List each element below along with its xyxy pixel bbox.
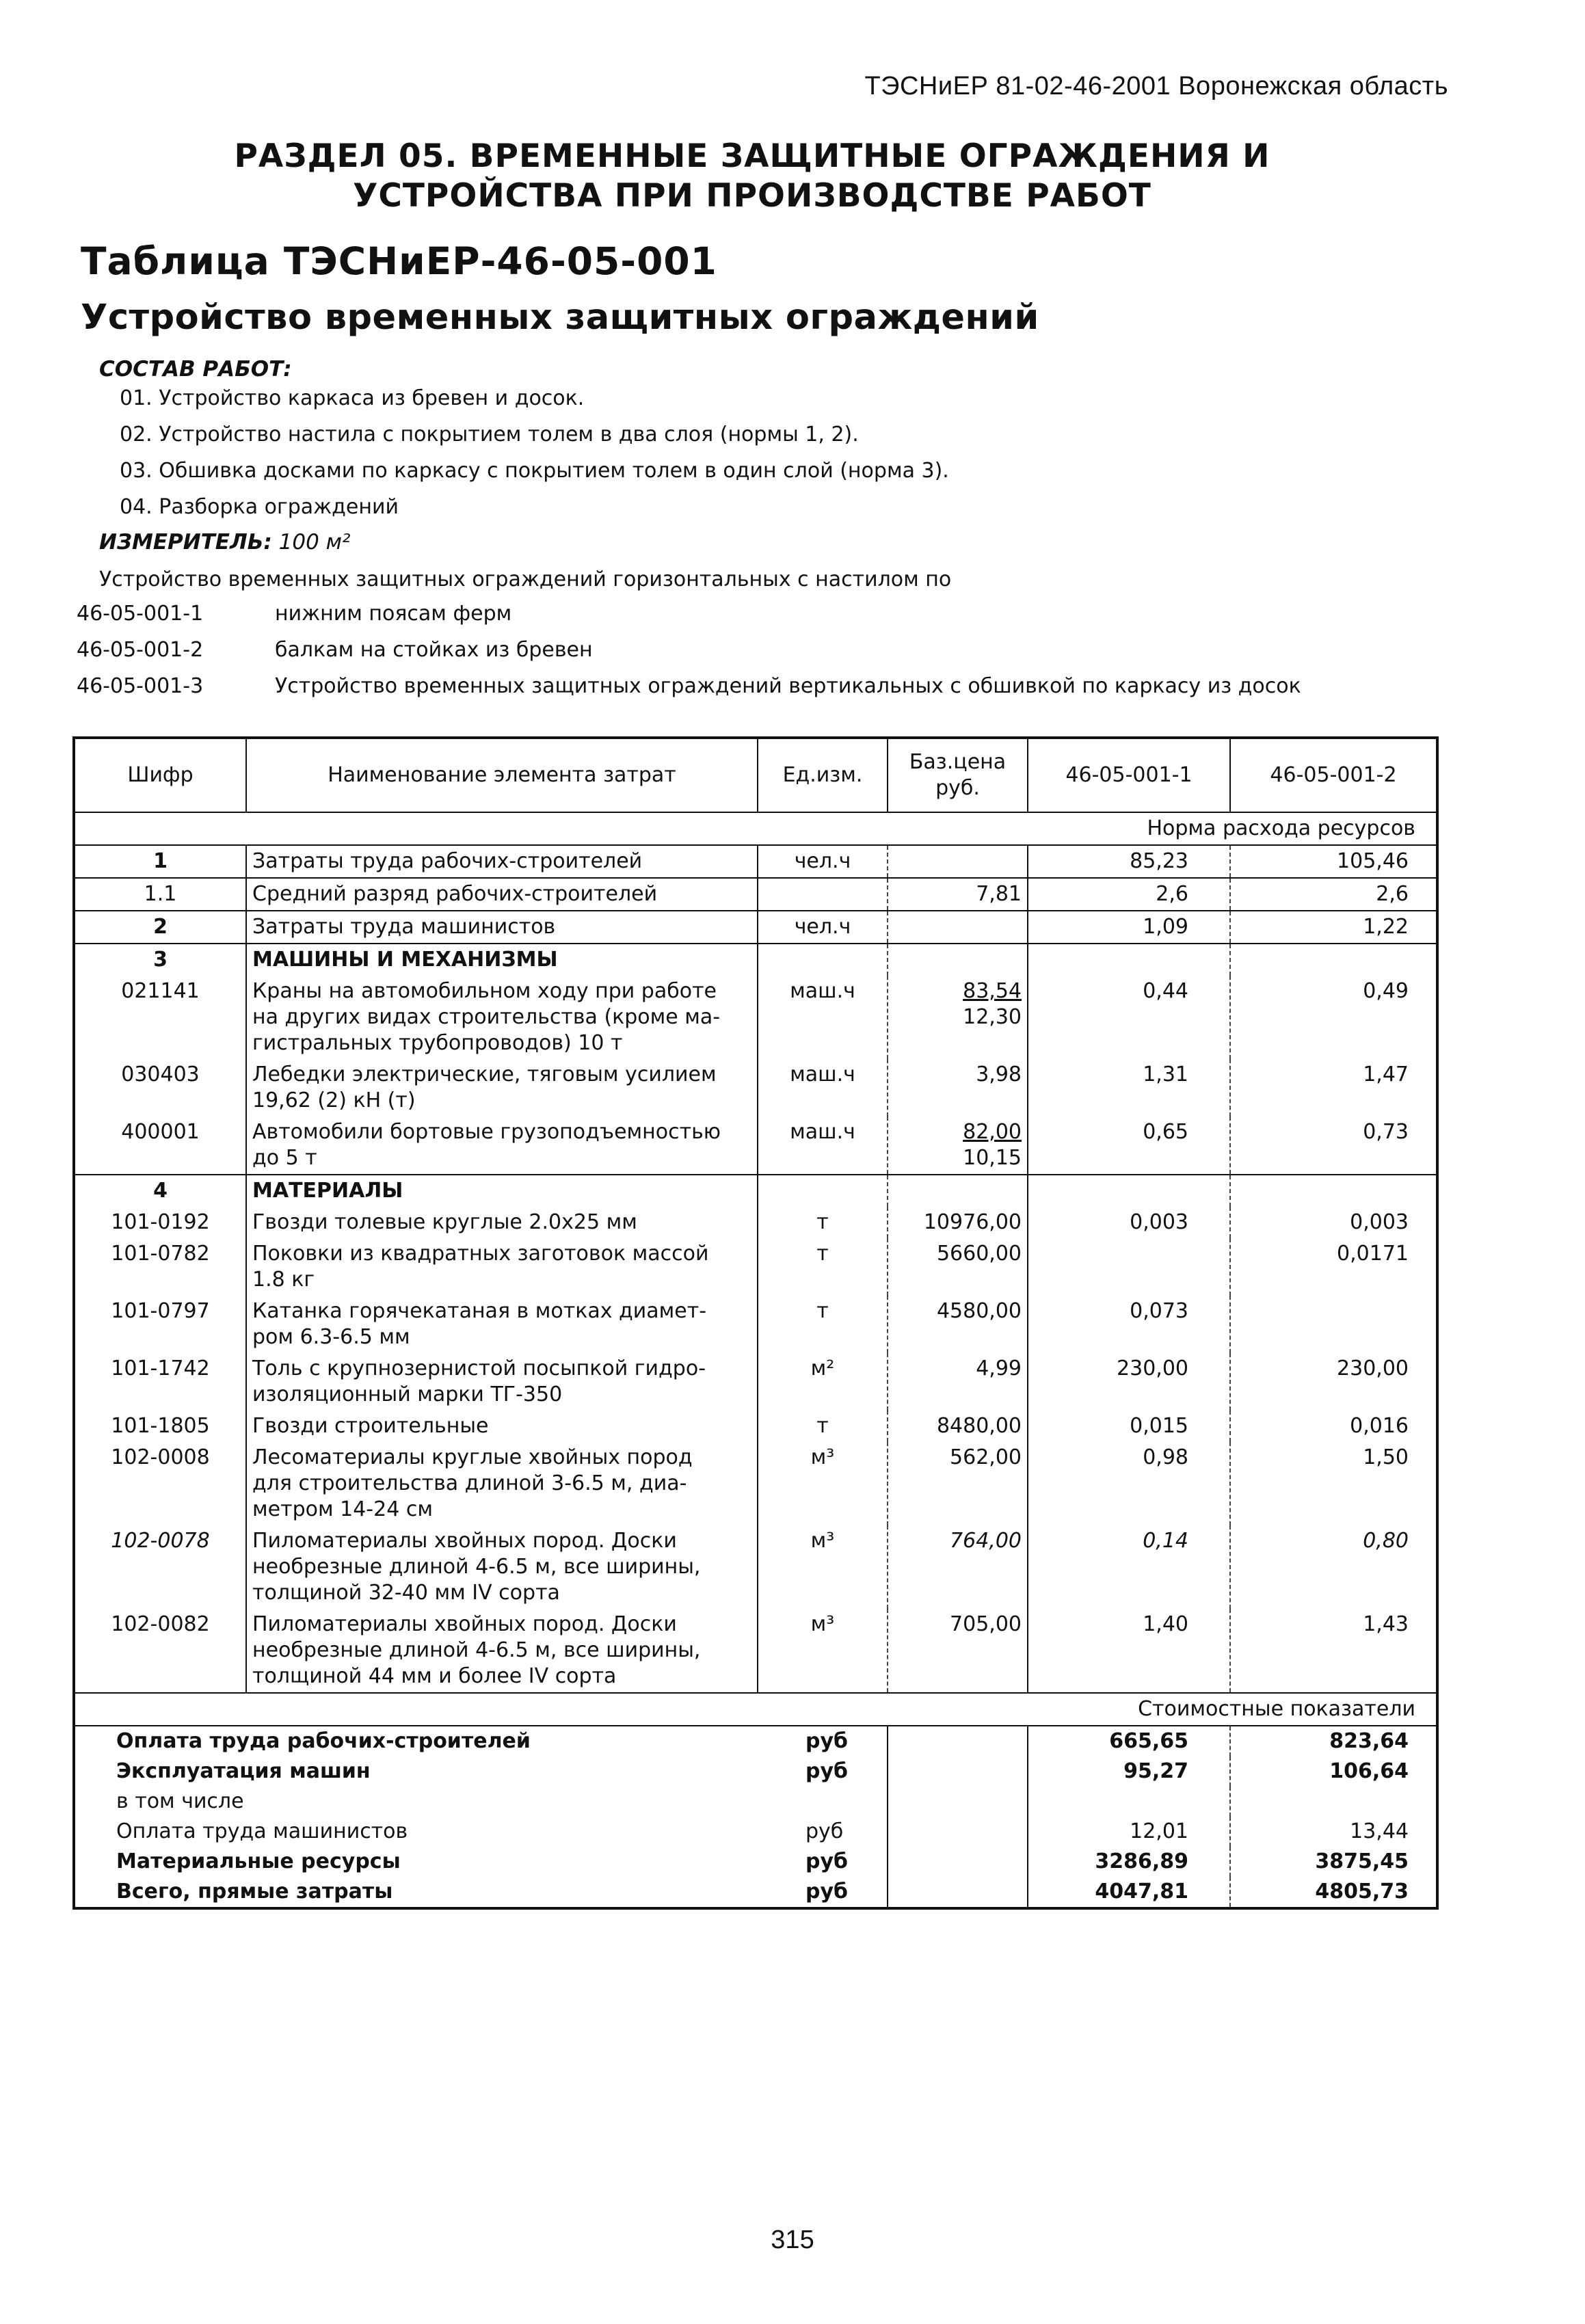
- summary-name: Оплата труда рабочих-строителей: [116, 1729, 531, 1753]
- cell-variant-2: 0,80: [1363, 1529, 1409, 1553]
- section-title-line-2: УСТРОЙСТВА ПРИ ПРОИЗВОДСТВЕ РАБОТ: [353, 177, 1151, 215]
- name-line: Краны на автомобильном ходу при работе: [252, 979, 717, 1003]
- cell-variant-2: 1,43: [1363, 1612, 1409, 1636]
- cell-variant-1: 0,073: [1028, 1296, 1230, 1353]
- cell-variant-2: 0,016: [1350, 1414, 1409, 1438]
- cell-name: [246, 1207, 758, 1238]
- cell-variant-2: 1,22: [1230, 911, 1437, 944]
- cell-name: [246, 1411, 758, 1442]
- header-code: Шифр: [74, 738, 246, 812]
- cell-variant-1: 0,003: [1028, 1207, 1230, 1238]
- cell-variant-2: 0,003: [1350, 1210, 1409, 1234]
- summary-name: Всего, прямые затраты: [116, 1880, 393, 1904]
- table-row: [74, 1238, 1437, 1296]
- cell-name: Средний разряд рабочих-строителей: [246, 878, 758, 911]
- cell-unit: чел.ч: [758, 911, 888, 944]
- section-heading: МАТЕРИАЛЫ: [246, 1175, 758, 1207]
- cell-code: 4: [74, 1175, 246, 1207]
- name-line: гистральных трубопроводов) 10 т: [252, 1031, 623, 1055]
- work-item: 01. Устройство каркаса из бревен и досок.: [120, 386, 585, 410]
- variant-code: 46-05-001-1: [77, 602, 204, 626]
- cell-variant-2: 0,49: [1363, 979, 1409, 1003]
- cell-code: 400001: [74, 1117, 246, 1175]
- cell-variant-2: 1,50: [1363, 1445, 1409, 1469]
- cell-code: 102-0082: [74, 1609, 246, 1693]
- name-line: метром 14-24 см: [252, 1497, 433, 1521]
- cell-price: [888, 976, 1028, 1059]
- summary-price: [888, 1726, 1028, 1757]
- cell-unit: [758, 1175, 888, 1207]
- summary-row: [74, 1877, 1437, 1908]
- cell-variant-1: 0,65: [1028, 1117, 1230, 1175]
- cell-unit: т: [758, 1296, 888, 1353]
- summary-row: [74, 1757, 1437, 1787]
- cell-price: 7,81: [888, 878, 1028, 911]
- summary-variant-2: [1230, 1787, 1437, 1817]
- table-section-row: [74, 944, 1437, 976]
- name-line: Пиломатериалы хвойных пород. Доски: [252, 1612, 677, 1636]
- name-line: на других видах строительства (кроме ма-: [252, 1005, 721, 1029]
- cell-unit: м³: [758, 1442, 888, 1525]
- name-line: Катанка горячекатаная в мотках диамет-: [252, 1299, 707, 1323]
- table-row: [74, 976, 1437, 1059]
- cell-price: 3,98: [888, 1059, 1028, 1117]
- cell-unit: чел.ч: [758, 845, 888, 878]
- cell-code: 030403: [74, 1059, 246, 1117]
- header-unit: Ед.изм.: [758, 738, 888, 812]
- name-line: Поковки из квадратных заготовок массой: [252, 1242, 709, 1266]
- table-row: [74, 1353, 1437, 1411]
- cell-price: [888, 944, 1028, 976]
- table-row: [74, 878, 1437, 911]
- header-variant-1: 46-05-001-1: [1028, 738, 1230, 812]
- name-line: Автомобили бортовые грузоподъемностью: [252, 1120, 721, 1144]
- name-line: 19,62 (2) кН (т): [252, 1088, 416, 1112]
- cell-name: [246, 1117, 758, 1175]
- cell-name: Затраты труда рабочих-строителей: [246, 845, 758, 878]
- cell-code: 101-0782: [74, 1238, 246, 1296]
- cell-price: 5660,00: [888, 1238, 1028, 1296]
- cell-variant-2: [1230, 1175, 1437, 1207]
- variant-code: 46-05-001-3: [77, 674, 204, 698]
- summary-unit: руб: [758, 1817, 888, 1847]
- summary-variant-1: 665,65: [1028, 1726, 1230, 1757]
- cell-code: 101-0192: [74, 1207, 246, 1238]
- cell-price: 8480,00: [888, 1411, 1028, 1442]
- table-row: [74, 1525, 1437, 1609]
- summary-unit: руб: [758, 1847, 888, 1877]
- cell-variant-2: 1,47: [1363, 1063, 1409, 1086]
- summary-row: [74, 1817, 1437, 1847]
- cell-name: [246, 1442, 758, 1525]
- name-line: необрезные длиной 4-6.5 м, все ширины,: [252, 1638, 701, 1662]
- name-line: до 5 т: [252, 1146, 317, 1170]
- cell-unit: т: [758, 1411, 888, 1442]
- price-labor: 12,30: [963, 1005, 1022, 1029]
- name-line: Лебедки электрические, тяговым усилием: [252, 1063, 717, 1086]
- variant-desc: нижним поясам ферм: [275, 602, 512, 626]
- section-title-line-1: РАЗДЕЛ 05. ВРЕМЕННЫЕ ЗАЩИТНЫЕ ОГРАЖДЕНИЯ И: [234, 137, 1270, 175]
- table-subtitle: Устройство временных защитных ограждений: [81, 297, 1039, 338]
- section-heading: МАШИНЫ И МЕХАНИЗМЫ: [246, 944, 758, 976]
- cell-variant-1: 230,00: [1028, 1353, 1230, 1411]
- table-row: [74, 1609, 1437, 1693]
- section-title: [205, 137, 1299, 216]
- summary-price: [888, 1847, 1028, 1877]
- header-price: [888, 738, 1028, 812]
- table-row: [74, 845, 1437, 878]
- table-row: [74, 911, 1437, 944]
- cell-variant-1: 1,31: [1028, 1059, 1230, 1117]
- cell-variant-1: [1028, 1238, 1230, 1296]
- cell-name: [246, 1059, 758, 1117]
- summary-unit: руб: [758, 1877, 888, 1908]
- cell-name: [246, 1296, 758, 1353]
- summary-row: [74, 1726, 1437, 1757]
- cell-variant-1: 0,14: [1028, 1525, 1230, 1609]
- name-line: Толь с крупнозернистой посыпкой гидро-: [252, 1357, 706, 1380]
- cell-unit: т: [758, 1207, 888, 1238]
- cell-unit: м³: [758, 1525, 888, 1609]
- summary-row: [74, 1847, 1437, 1877]
- cell-name: [246, 1525, 758, 1609]
- page-number: 315: [771, 2226, 814, 2254]
- name-line: Гвозди толевые круглые 2.0х25 мм: [252, 1210, 637, 1234]
- cell-price: 4580,00: [888, 1296, 1028, 1353]
- work-item: 04. Разборка ограждений: [120, 495, 399, 519]
- cell-variant-1: 1,09: [1028, 911, 1230, 944]
- summary-variant-2: 823,64: [1329, 1729, 1409, 1753]
- cell-code: 101-1805: [74, 1411, 246, 1442]
- header-price-line2: руб.: [935, 776, 980, 800]
- name-line: для строительства длиной 3-6.5 м, диа-: [252, 1471, 687, 1495]
- cell-price: [888, 1175, 1028, 1207]
- cell-code: 021141: [74, 976, 246, 1059]
- summary-name: Оплата труда машинистов: [116, 1819, 408, 1843]
- name-line: Лесоматериалы круглые хвойных пород: [252, 1445, 693, 1469]
- cell-unit: м³: [758, 1609, 888, 1693]
- cell-price: [888, 1117, 1028, 1175]
- cell-price: 4,99: [888, 1353, 1028, 1411]
- cell-code: 102-0078: [74, 1525, 246, 1609]
- summary-unit: руб: [758, 1726, 888, 1757]
- summary-variant-1: 3286,89: [1028, 1847, 1230, 1877]
- name-line: 1.8 кг: [252, 1268, 315, 1292]
- cell-price: 764,00: [888, 1525, 1028, 1609]
- price-main: 83,54: [963, 979, 1022, 1003]
- cell-variant-2: 0,73: [1230, 1117, 1437, 1175]
- table-row: [74, 1411, 1437, 1442]
- cell-code: 102-0008: [74, 1442, 246, 1525]
- cell-unit: маш.ч: [758, 1117, 888, 1175]
- table-row: [74, 1296, 1437, 1353]
- name-line: ром 6.3-6.5 мм: [252, 1325, 410, 1349]
- cell-name: Затраты труда машинистов: [246, 911, 758, 944]
- cell-variant-2: 0,0171: [1337, 1242, 1409, 1266]
- summary-name: Эксплуатация машин: [116, 1759, 371, 1783]
- summary-unit: [758, 1787, 888, 1817]
- running-header: ТЭСНиЕР 81-02-46-2001 Воронежская область: [864, 72, 1448, 101]
- summary-price: [888, 1817, 1028, 1847]
- cell-code: 2: [74, 911, 246, 944]
- cell-unit: [758, 878, 888, 911]
- cell-variant-2: 230,00: [1337, 1357, 1409, 1380]
- measurement-unit: [99, 530, 350, 555]
- cell-code: 1.1: [74, 878, 246, 911]
- summary-variant-2: 13,44: [1350, 1819, 1409, 1843]
- table-row: [74, 1059, 1437, 1117]
- summary-variant-2: 106,64: [1329, 1759, 1409, 1783]
- cell-variant-1: 85,23: [1028, 845, 1230, 878]
- cell-unit: маш.ч: [758, 1059, 888, 1117]
- norm-band-label: Норма расхода ресурсов: [74, 812, 1437, 845]
- name-line: необрезные длиной 4-6.5 м, все ширины,: [252, 1555, 701, 1579]
- norm-band-row: [74, 812, 1437, 845]
- variant-code: 46-05-001-2: [77, 638, 204, 662]
- cell-variant-2: [1230, 944, 1437, 976]
- cell-name: [246, 1609, 758, 1693]
- table-header-row: [74, 738, 1437, 812]
- summary-price: [888, 1877, 1028, 1908]
- cell-name: [246, 976, 758, 1059]
- summary-variant-1: 95,27: [1028, 1757, 1230, 1787]
- summary-name: Материальные ресурсы: [116, 1849, 401, 1873]
- cell-variant-1: 0,98: [1028, 1442, 1230, 1525]
- cell-variant-1: 0,44: [1028, 976, 1230, 1059]
- summary-unit: руб: [758, 1757, 888, 1787]
- summary-price: [888, 1757, 1028, 1787]
- variant-desc: Устройство временных защитных ограждений вертикальных с обшивкой по каркасу из досок: [275, 674, 1301, 698]
- header-name: Наименование элемента затрат: [246, 738, 758, 812]
- header-variant-2: 46-05-001-2: [1230, 738, 1437, 812]
- cell-code: 101-1742: [74, 1353, 246, 1411]
- cell-variant-1: [1028, 944, 1230, 976]
- cell-variant-2: 105,46: [1230, 845, 1437, 878]
- cell-code: 1: [74, 845, 246, 878]
- cell-unit: маш.ч: [758, 976, 888, 1059]
- work-composition-heading: СОСТАВ РАБОТ:: [99, 357, 292, 382]
- meter-label: ИЗМЕРИТЕЛЬ:: [99, 530, 272, 555]
- variant-intro: Устройство временных защитных ограждений горизонтальных с настилом по: [99, 567, 952, 591]
- price-main: 82,00: [963, 1120, 1022, 1144]
- cell-code: 101-0797: [74, 1296, 246, 1353]
- resource-norms-table: [72, 736, 1439, 1910]
- cell-price: 705,00: [888, 1609, 1028, 1693]
- name-line: толщиной 32-40 мм IV сорта: [252, 1581, 560, 1605]
- summary-variant-2: 3875,45: [1315, 1849, 1409, 1873]
- variant-desc: балкам на стойках из бревен: [275, 638, 593, 662]
- table-title: Таблица ТЭСНиЕР-46-05-001: [81, 239, 717, 283]
- work-item: 03. Обшивка досками по каркасу с покрытием толем в один слой (норма 3).: [120, 459, 949, 483]
- name-line: изоляционный марки ТГ-350: [252, 1383, 563, 1406]
- summary-variant-1: 4047,81: [1028, 1877, 1230, 1908]
- cell-code: 3: [74, 944, 246, 976]
- cell-variant-1: 1,40: [1028, 1609, 1230, 1693]
- cell-price: 10976,00: [888, 1207, 1028, 1238]
- header-price-line1: Баз.цена: [909, 750, 1007, 774]
- price-labor: 10,15: [963, 1146, 1022, 1170]
- cell-name: [246, 1353, 758, 1411]
- table-row: [74, 1117, 1437, 1175]
- cell-variant-2: [1230, 1296, 1437, 1353]
- summary-variant-1: [1028, 1787, 1230, 1817]
- name-line: Гвозди строительные: [252, 1414, 489, 1438]
- summary-name: в том числе: [116, 1789, 244, 1813]
- name-line: толщиной 44 мм и более IV сорта: [252, 1664, 617, 1688]
- work-item: 02. Устройство настила с покрытием толем в два слоя (нормы 1, 2).: [120, 423, 859, 446]
- summary-price: [888, 1787, 1028, 1817]
- cost-band-label: Стоимостные показатели: [74, 1693, 1437, 1726]
- cell-variant-1: [1028, 1175, 1230, 1207]
- meter-value: 100 м²: [278, 530, 351, 555]
- cell-variant-2: 2,6: [1230, 878, 1437, 911]
- cost-band-row: [74, 1693, 1437, 1726]
- summary-variant-2: 4805,73: [1315, 1880, 1409, 1904]
- cell-price: 562,00: [888, 1442, 1028, 1525]
- name-line: Пиломатериалы хвойных пород. Доски: [252, 1529, 677, 1553]
- cell-price: [888, 845, 1028, 878]
- table-row: [74, 1207, 1437, 1238]
- cell-unit: т: [758, 1238, 888, 1296]
- cell-name: [246, 1238, 758, 1296]
- cell-variant-1: 2,6: [1028, 878, 1230, 911]
- summary-variant-1: 12,01: [1028, 1817, 1230, 1847]
- table-section-row: [74, 1175, 1437, 1207]
- cell-price: [888, 911, 1028, 944]
- cell-variant-1: 0,015: [1028, 1411, 1230, 1442]
- summary-row: [74, 1787, 1437, 1817]
- cell-unit: [758, 944, 888, 976]
- table-row: [74, 1442, 1437, 1525]
- cell-unit: м²: [758, 1353, 888, 1411]
